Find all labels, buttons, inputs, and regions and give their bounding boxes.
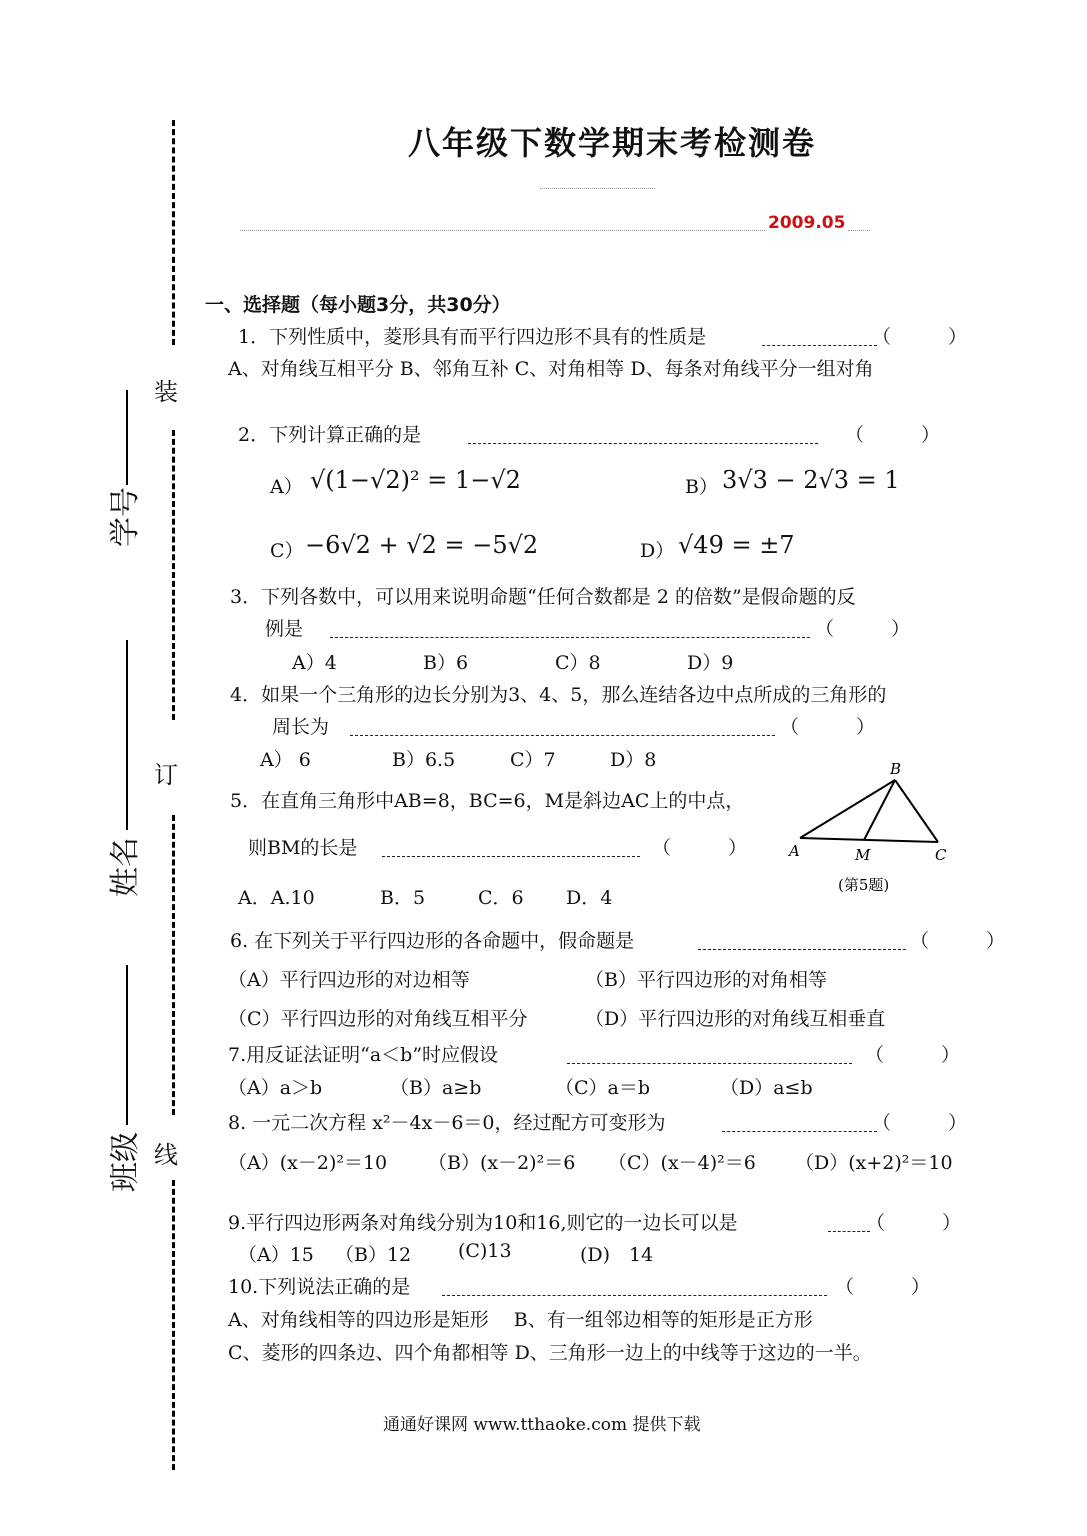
q4-answer-blank[interactable] xyxy=(350,735,775,736)
q10-options-line2: C、菱形的四条边、四个角都相等 D、三角形一边上的中线等于这边的一半。 xyxy=(228,1342,872,1364)
figure-caption: (第5题) xyxy=(838,876,890,894)
q5-option-b: B．5 xyxy=(380,887,426,909)
name-label: 姓名 xyxy=(108,837,143,897)
q2-paren[interactable]: （ ） xyxy=(845,424,941,446)
binding-label-ding: 订 xyxy=(154,761,178,789)
q8-option-a: （A）(x－2)²＝10 xyxy=(228,1152,388,1174)
date-dotted-rule xyxy=(240,230,765,231)
binding-dashed-line-lower-mid xyxy=(172,815,175,1115)
q5-paren[interactable]: （ ） xyxy=(652,837,748,859)
q8-stem: 8. 一元二次方程 x²－4x－6＝0，经过配方可变形为 xyxy=(228,1112,666,1134)
binding-label-zhuang: 装 xyxy=(154,378,178,406)
q4-option-a: A） 6 xyxy=(260,749,311,771)
q10-stem: 10.下列说法正确的是 xyxy=(228,1276,411,1298)
q3-stem-line1: 3．下列各数中，可以用来说明命题“任何合数都是 2 的倍数”是假命题的反 xyxy=(230,586,856,608)
q6-paren[interactable]: （ ） xyxy=(910,930,1006,952)
q8-option-d: （D）(x+2)²＝10 xyxy=(795,1152,953,1174)
q8-paren[interactable]: （ ） xyxy=(872,1112,968,1134)
exam-title: 八年级下数学期末考检测卷 xyxy=(408,124,817,162)
q4-paren[interactable]: （ ） xyxy=(780,716,876,738)
q9-option-b: （B）12 xyxy=(335,1244,412,1266)
q2-option-a-expr: √(1−√2)² = 1−√2 xyxy=(310,466,521,494)
q1-options: A、对角线互相平分 B、邻角互补 C、对角相等 D、每条对角线平分一组对角 xyxy=(228,358,874,380)
q7-option-b: （B）a≥b xyxy=(390,1077,482,1099)
q4-stem-line1: 4．如果一个三角形的边长分别为3、4、5，那么连结各边中点所成的三角形的 xyxy=(230,684,887,706)
vertex-label-a: A xyxy=(789,842,800,860)
q2-option-b-expr: 3√3 − 2√3 = 1 xyxy=(722,466,900,494)
vertex-label-m: M xyxy=(855,846,871,864)
q4-option-b: B）6.5 xyxy=(392,749,456,771)
triangle-side-ac xyxy=(800,838,938,842)
name-underline[interactable] xyxy=(126,640,128,830)
q9-answer-blank[interactable] xyxy=(828,1231,870,1232)
q5-option-d: D．4 xyxy=(566,887,613,909)
q5-triangle-figure xyxy=(780,760,960,900)
q5-option-c: C．6 xyxy=(478,887,524,909)
q1-paren[interactable]: （ ） xyxy=(872,326,968,348)
q7-answer-blank[interactable] xyxy=(567,1063,852,1064)
q2-option-b-label: B） xyxy=(685,476,718,498)
binding-dashed-line-top xyxy=(172,120,175,345)
q7-stem: 7.用反证法证明“a＜b”时应假设 xyxy=(228,1044,499,1066)
q2-stem: 2．下列计算正确的是 xyxy=(238,424,422,446)
q9-option-c: (C)13 xyxy=(458,1240,512,1262)
q6-option-a: （A）平行四边形的对边相等 xyxy=(228,969,470,991)
q2-option-a-label: A） xyxy=(270,476,303,498)
q5-stem-line2: 则BM的长是 xyxy=(248,837,358,859)
q10-options-line1: A、对角线相等的四边形是矩形 B、有一组邻边相等的矩形是正方形 xyxy=(228,1309,813,1331)
vertex-label-b: B xyxy=(890,760,902,778)
q3-option-c: C）8 xyxy=(555,652,601,674)
q9-option-a: （A）15 xyxy=(238,1244,314,1266)
exam-date: 2009.05 xyxy=(768,213,846,233)
page-footer: 通通好课网 www.tthaoke.com 提供下载 xyxy=(383,1415,701,1435)
q8-option-b: （B）(x－2)²＝6 xyxy=(428,1152,576,1174)
triangle-side-bc xyxy=(895,780,938,842)
q3-paren[interactable]: （ ） xyxy=(815,618,911,640)
q2-answer-blank[interactable] xyxy=(468,443,818,444)
student-id-label: 学号 xyxy=(108,487,143,547)
q6-stem: 6. 在下列关于平行四边形的各命题中，假命题是 xyxy=(230,930,635,952)
binding-label-xian: 线 xyxy=(154,1141,178,1169)
q6-option-b: （B）平行四边形的对角相等 xyxy=(585,969,827,991)
q1-answer-blank[interactable] xyxy=(762,345,877,346)
q10-answer-blank[interactable] xyxy=(442,1295,827,1296)
q2-option-c-expr: −6√2 + √2 = −5√2 xyxy=(305,531,539,559)
q9-stem: 9.平行四边形两条对角线分别为10和16,则它的一边长可以是 xyxy=(228,1212,738,1234)
q3-option-b: B）6 xyxy=(423,652,469,674)
q8-option-c: （C）(x－4)²＝6 xyxy=(608,1152,756,1174)
q3-answer-blank[interactable] xyxy=(330,637,810,638)
q2-option-d-expr: √49 = ±7 xyxy=(678,531,795,559)
q7-option-c: （C）a＝b xyxy=(555,1077,651,1099)
q4-option-d: D）8 xyxy=(610,749,657,771)
q6-answer-blank[interactable] xyxy=(698,949,906,950)
q9-option-d: (D) 14 xyxy=(580,1244,654,1266)
q5-stem-line1: 5．在直角三角形中AB=8，BC=6，M是斜边AC上的中点， xyxy=(230,790,745,812)
q5-answer-blank[interactable] xyxy=(382,856,640,857)
binding-dashed-line-upper-mid xyxy=(172,430,175,720)
class-underline[interactable] xyxy=(126,965,128,1125)
q9-paren[interactable]: （ ） xyxy=(866,1212,962,1234)
q2-option-c-label: C） xyxy=(270,540,304,562)
q8-answer-blank[interactable] xyxy=(722,1131,877,1132)
q5-option-a: A．A.10 xyxy=(238,887,315,909)
q10-paren[interactable]: （ ） xyxy=(835,1276,931,1298)
q2-option-d-label: D） xyxy=(640,540,675,562)
q4-stem-line2: 周长为 xyxy=(272,716,330,738)
title-dotted-rule xyxy=(540,188,655,189)
q6-option-c: （C）平行四边形的对角线互相平分 xyxy=(228,1008,528,1030)
binding-dashed-line-bottom xyxy=(172,1180,175,1470)
q7-option-a: （A）a＞b xyxy=(228,1077,323,1099)
q3-option-d: D）9 xyxy=(687,652,734,674)
q6-option-d: （D）平行四边形的对角线互相垂直 xyxy=(585,1008,886,1030)
q3-option-a: A）4 xyxy=(292,652,337,674)
date-dotted-rule-end xyxy=(848,230,870,231)
q7-paren[interactable]: （ ） xyxy=(865,1044,961,1066)
student-id-underline[interactable] xyxy=(126,390,128,485)
vertex-label-c: C xyxy=(935,846,947,864)
class-label: 班级 xyxy=(108,1132,143,1192)
section-title-choice: 一、选择题（每小题3分，共30分） xyxy=(205,294,511,316)
q1-stem: 1．下列性质中，菱形具有而平行四边形不具有的性质是 xyxy=(238,326,707,348)
q7-option-d: （D）a≤b xyxy=(720,1077,813,1099)
q3-stem-line2: 例是 xyxy=(265,618,304,640)
q4-option-c: C）7 xyxy=(510,749,556,771)
